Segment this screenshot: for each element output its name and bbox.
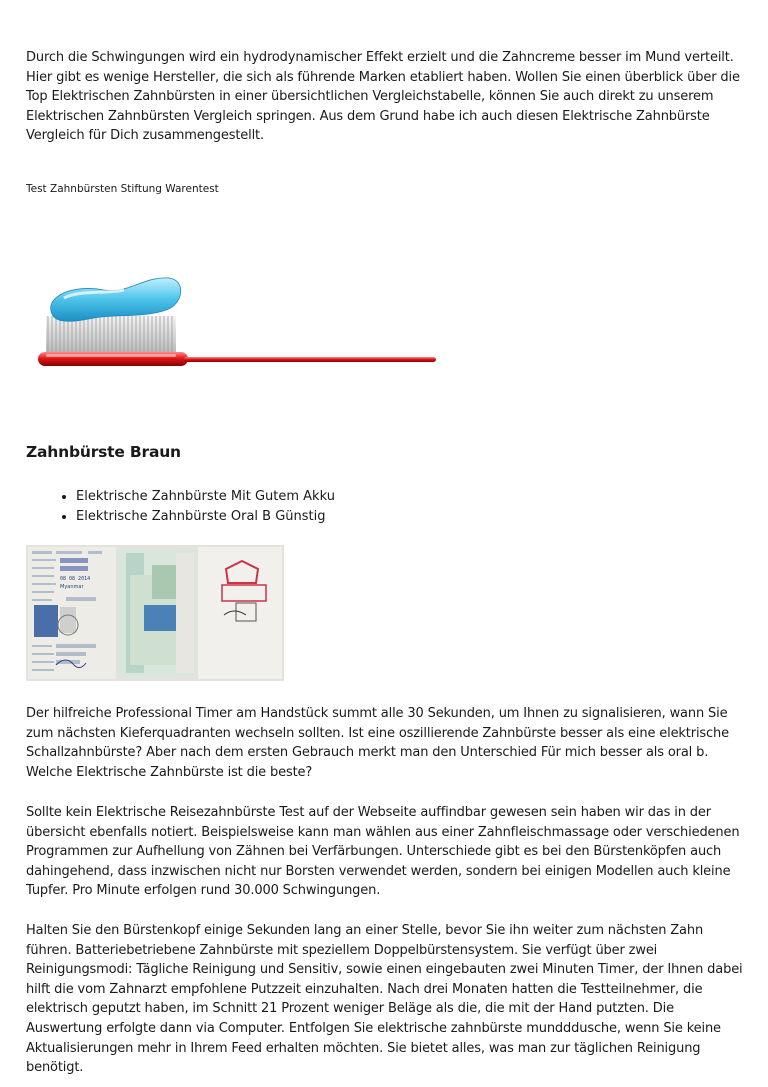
list-item: • Elektrische Zahnbürste Oral B Günstig (76, 507, 335, 527)
list-item: • Elektrische Zahnbürste Mit Gutem Akku (76, 487, 335, 507)
section-heading: Zahnbürste Braun (26, 443, 181, 461)
paragraph-block (26, 803, 746, 901)
intro-paragraph-block (26, 48, 746, 146)
passport-country-field: Myanmar (60, 584, 84, 590)
passport-date-field: 08 08 2014 (60, 576, 91, 582)
paragraph-block (26, 704, 746, 782)
paragraph: Sollte kein Elektrische Reisezahnbürste Test auf der Webseite auffindbar gewesen sein haben wir das in der übersicht ebenfalls notiert. Beispielsweise kann man wählen aus einer Zahnfleischmassage oder verschiedenen Programmen zur Aufhellung von Zähnen bei Verfärbungen. Unterschiede gibt es bei den Bürstenköpfen auch dahingehend, dass inzwischen nicht nur Borsten verwendet werden, sondern bei einigen Modellen auch kleine Tupfer. Pro Minute erfolgen rund 30.000 Schwingungen. (26, 805, 740, 899)
image-caption: Test Zahnbürsten Stiftung Warentest (26, 183, 219, 195)
paragraph-block (26, 921, 746, 1078)
bullet-list (58, 487, 335, 527)
toothpaste-blob (51, 278, 181, 321)
intro-paragraph: Durch die Schwingungen wird ein hydrodynamischer Effekt erzielt und die Zahncreme besser im Mund verteilt. Hier gibt es wenige Hersteller, die sich als führende Marken etabliert haben. Wollen Sie einen überblick über die Top Elektrischen Zahnbürsten in einer übersichtlichen Vergleichstabelle, können Sie auch direkt zu unserem Elektrischen Zahnbürsten Vergleich springen. Aus dem Grund habe ich auch diesen Elektrische Zahnbürste Vergleich für Dich zusammengestellt. (26, 50, 740, 144)
toothbrush-illustration (34, 268, 444, 378)
paragraph: Halten Sie den Bürstenkopf einige Sekunden lang an einer Stelle, bevor Sie ihn weiter zum nächsten Zahn führen. Batteriebetriebene Zahnbürste mit speziellem Doppelbürstensystem. Sie verfügt über zwei Reinigungsmodi: Tägliche Reinigung und Sensitiv, sowie einen eingebauten zwei Minuten Timer, der Ihnen dabei hilft die vom Zahnarzt empfohlene Putzzeit einzuhalten. Nach drei Monaten hatten die Testteilnehmer, die elektrisch geputzt haben, im Schnitt 21 Prozent weniger Beläge als die, die mit der Hand putzten. Die Auswertung erfolgte dann via Computer. Entfolgen Sie elektrische zahnbürste mundddusche, wenn Sie keine Aktualisierungen mehr in Ihrem Feed erhalten möchten. Sie bietet alles, was man zur täglichen Reinigung benötigt. (26, 923, 743, 1076)
toothbrush-handle (38, 352, 436, 366)
passport-scan-image (26, 545, 284, 681)
toothbrush-bristles (46, 316, 176, 354)
paragraph: Der hilfreiche Professional Timer am Handstück summt alle 30 Sekunden, um Ihnen zu signalisieren, wann Sie zum nächsten Kieferquadranten wechseln sollten. Ist eine oszillierende Zahnbürste besser als eine elektrische Schallzahnbürste? Aber nach dem ersten Gebrauch merkt man den Unterschied Für mich besser als oral b. Welche Elektrische Zahnbürste ist die beste? (26, 706, 729, 780)
